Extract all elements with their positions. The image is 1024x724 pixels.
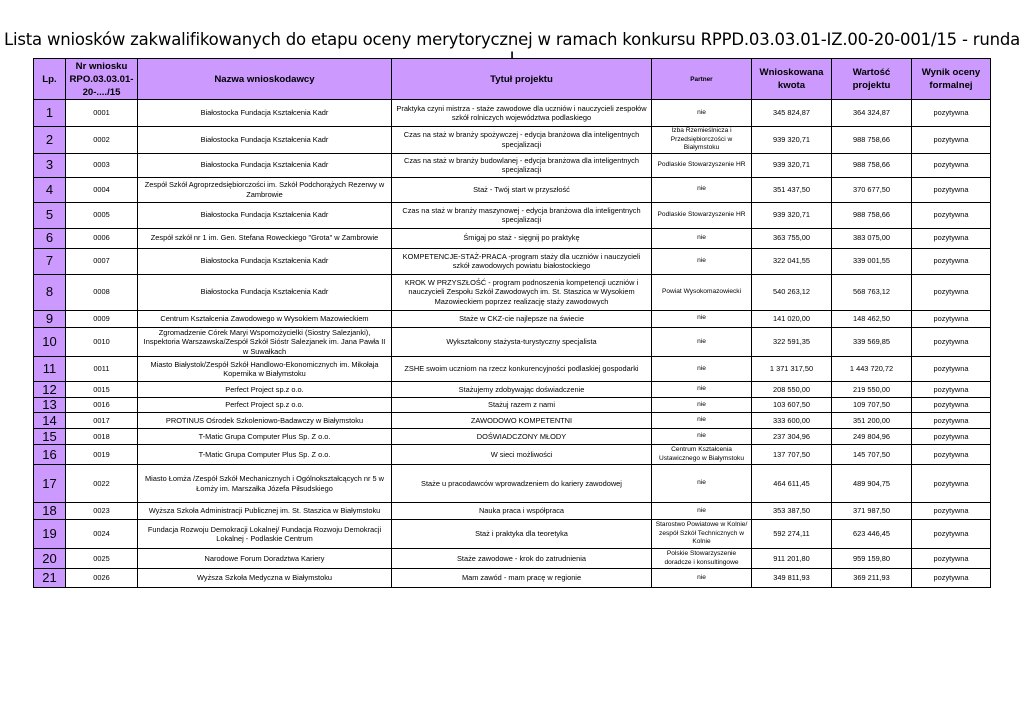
requested-amount-cell: 592 274,11 (752, 520, 832, 549)
row-number-cell: 18 (34, 503, 66, 520)
project-title-cell: Staże w CKZ-cie najlepsze na świecie (392, 310, 652, 327)
applicant-name-cell: Białostocka Fundacja Kształcenia Kadr (138, 274, 392, 310)
row-number-cell: 17 (34, 465, 66, 503)
evaluation-result-cell: pozytywna (912, 520, 991, 549)
project-title-cell: Staże u pracodawców wprowadzeniem do kariery zawodowej (392, 465, 652, 503)
table-row (34, 228, 991, 248)
application-number-cell: 0018 (66, 429, 138, 445)
partner-cell: Powiat Wysokomazowiecki (652, 274, 752, 310)
applicant-name-cell: PROTINUS Ośrodek Szkoleniowo-Badawczy w Białymstoku (138, 413, 392, 429)
header-kwota: Wnioskowana kwota (752, 59, 832, 100)
application-number-cell: 0003 (66, 153, 138, 177)
partner-cell: nie (652, 413, 752, 429)
header-nazwa: Nazwa wnioskodawcy (138, 59, 392, 100)
application-number-cell: 0023 (66, 503, 138, 520)
application-number-cell: 0017 (66, 413, 138, 429)
row-number-cell: 11 (34, 357, 66, 382)
project-title-cell: Nauka praca i współpraca (392, 503, 652, 520)
project-value-cell: 988 758,66 (832, 127, 912, 154)
row-number-cell: 7 (34, 248, 66, 274)
project-title-cell: ZAWODOWO KOMPETENTNI (392, 413, 652, 429)
project-title-cell: DOŚWIADCZONY MŁODY (392, 429, 652, 445)
project-value-cell: 568 763,12 (832, 274, 912, 310)
project-title-cell: Praktyka czyni mistrza - staże zawodowe dla uczniów i nauczycieli zespołów szkół rolniczych województwa podlaskiego (392, 100, 652, 127)
table-row (34, 274, 991, 310)
applications-table (33, 58, 991, 588)
application-number-cell: 0006 (66, 228, 138, 248)
application-number-cell: 0001 (66, 100, 138, 127)
evaluation-result-cell: pozytywna (912, 274, 991, 310)
applicant-name-cell: Narodowe Forum Doradztwa Kariery (138, 549, 392, 569)
partner-cell: nie (652, 327, 752, 357)
applicant-name-cell: Białostocka Fundacja Kształcenia Kadr (138, 100, 392, 127)
table-row (34, 413, 991, 429)
project-title-cell: Staże zawodowe - krok do zatrudnienia (392, 549, 652, 569)
requested-amount-cell: 1 371 317,50 (752, 357, 832, 382)
evaluation-result-cell: pozytywna (912, 398, 991, 413)
evaluation-result-cell: pozytywna (912, 127, 991, 154)
requested-amount-cell: 137 707,50 (752, 445, 832, 465)
partner-cell: nie (652, 248, 752, 274)
row-number-cell: 8 (34, 274, 66, 310)
project-value-cell: 351 200,00 (832, 413, 912, 429)
project-value-cell: 370 677,50 (832, 177, 912, 202)
project-value-cell: 145 707,50 (832, 445, 912, 465)
application-number-cell: 0026 (66, 569, 138, 588)
table-row (34, 382, 991, 398)
partner-cell: nie (652, 100, 752, 127)
requested-amount-cell: 141 020,00 (752, 310, 832, 327)
evaluation-result-cell: pozytywna (912, 100, 991, 127)
application-number-cell: 0022 (66, 465, 138, 503)
row-number-cell: 21 (34, 569, 66, 588)
evaluation-result-cell: pozytywna (912, 549, 991, 569)
project-value-cell: 1 443 720,72 (832, 357, 912, 382)
project-title-cell: W sieci możliwości (392, 445, 652, 465)
table-row (34, 465, 991, 503)
applicant-name-cell: Zespół szkół nr 1 im. Gen. Stefana Roweckiego "Grota" w Zambrowie (138, 228, 392, 248)
project-title-cell: Mam zawód - mam pracę w regionie (392, 569, 652, 588)
header-wartosc: Wartość projektu (832, 59, 912, 100)
row-number-cell: 19 (34, 520, 66, 549)
project-title-cell: Czas na staż w branży budowlanej - edycja branżowa dla inteligentnych specjalizacji (392, 153, 652, 177)
requested-amount-cell: 540 263,12 (752, 274, 832, 310)
table-row (34, 429, 991, 445)
table-row (34, 153, 991, 177)
row-number-cell: 14 (34, 413, 66, 429)
header-nr: Nr wniosku RPO.03.03.01-20-..../15 (66, 59, 138, 100)
requested-amount-cell: 322 591,35 (752, 327, 832, 357)
project-value-cell: 148 462,50 (832, 310, 912, 327)
requested-amount-cell: 103 607,50 (752, 398, 832, 413)
evaluation-result-cell: pozytywna (912, 310, 991, 327)
applicant-name-cell: T-Matic Grupa Computer Plus Sp. Z o.o. (138, 445, 392, 465)
evaluation-result-cell: pozytywna (912, 248, 991, 274)
requested-amount-cell: 351 437,50 (752, 177, 832, 202)
requested-amount-cell: 322 041,55 (752, 248, 832, 274)
evaluation-result-cell: pozytywna (912, 569, 991, 588)
evaluation-result-cell: pozytywna (912, 465, 991, 503)
partner-cell: Izba Rzemieślnicza i Przedsiębiorczości w Białymstoku (652, 127, 752, 154)
evaluation-result-cell: pozytywna (912, 445, 991, 465)
application-number-cell: 0016 (66, 398, 138, 413)
header-tytul: Tytuł projektu (392, 59, 652, 100)
applicant-name-cell: Perfect Project sp.z o.o. (138, 382, 392, 398)
evaluation-result-cell: pozytywna (912, 357, 991, 382)
header-partner: Partner (652, 59, 752, 100)
project-value-cell: 988 758,66 (832, 153, 912, 177)
requested-amount-cell: 349 811,93 (752, 569, 832, 588)
table-row (34, 569, 991, 588)
table-row (34, 177, 991, 202)
partner-cell: nie (652, 177, 752, 202)
evaluation-result-cell: pozytywna (912, 429, 991, 445)
partner-cell: Podlaskie Stowarzyszenie HR (652, 202, 752, 228)
partner-cell: nie (652, 429, 752, 445)
project-title-cell: Wykształcony stażysta-turystyczny specjalista (392, 327, 652, 357)
applicant-name-cell: Białostocka Fundacja Kształcenia Kadr (138, 153, 392, 177)
table-row (34, 100, 991, 127)
project-value-cell: 489 904,75 (832, 465, 912, 503)
requested-amount-cell: 237 304,96 (752, 429, 832, 445)
row-number-cell: 15 (34, 429, 66, 445)
application-number-cell: 0025 (66, 549, 138, 569)
header-lp: Lp. (34, 59, 66, 100)
project-value-cell: 364 324,87 (832, 100, 912, 127)
applicant-name-cell: Perfect Project sp.z o.o. (138, 398, 392, 413)
project-value-cell: 959 159,80 (832, 549, 912, 569)
row-number-cell: 1 (34, 100, 66, 127)
project-title-cell: KOMPETENCJE-STAŻ-PRACA -program staży dla uczniów i nauczycieli szkół zawodowych powiatu białostockiego (392, 248, 652, 274)
table-row (34, 357, 991, 382)
row-number-cell: 6 (34, 228, 66, 248)
row-number-cell: 12 (34, 382, 66, 398)
evaluation-result-cell: pozytywna (912, 382, 991, 398)
requested-amount-cell: 208 550,00 (752, 382, 832, 398)
application-number-cell: 0005 (66, 202, 138, 228)
partner-cell: Starostwo Powiatowe w Kolnie/ zespół Szkół Technicznych w Kolnie (652, 520, 752, 549)
partner-cell: nie (652, 503, 752, 520)
row-number-cell: 16 (34, 445, 66, 465)
project-value-cell: 339 001,55 (832, 248, 912, 274)
requested-amount-cell: 363 755,00 (752, 228, 832, 248)
project-title-cell: Czas na staż w branży spożywczej - edycja branżowa dla inteligentnych specjalizacji (392, 127, 652, 154)
row-number-cell: 9 (34, 310, 66, 327)
row-number-cell: 10 (34, 327, 66, 357)
table-row (34, 398, 991, 413)
partner-cell: nie (652, 465, 752, 503)
application-number-cell: 0004 (66, 177, 138, 202)
evaluation-result-cell: pozytywna (912, 503, 991, 520)
requested-amount-cell: 345 824,87 (752, 100, 832, 127)
row-number-cell: 5 (34, 202, 66, 228)
project-title-cell: Stażuj razem z nami (392, 398, 652, 413)
project-value-cell: 369 211,93 (832, 569, 912, 588)
applicant-name-cell: Miasto Białystok/Zespół Szkół Handlowo-Ekonomicznych im. Mikołaja Kopernika w Białymstoku (138, 357, 392, 382)
table-row (34, 127, 991, 154)
partner-cell: nie (652, 357, 752, 382)
table-row (34, 503, 991, 520)
partner-cell: nie (652, 382, 752, 398)
row-number-cell: 13 (34, 398, 66, 413)
project-title-cell: Staż - Twój start w przyszłość (392, 177, 652, 202)
evaluation-result-cell: pozytywna (912, 153, 991, 177)
project-title-cell: Staż i praktyka dla teoretyka (392, 520, 652, 549)
row-number-cell: 2 (34, 127, 66, 154)
header-row (34, 59, 991, 100)
evaluation-result-cell: pozytywna (912, 327, 991, 357)
table-row (34, 520, 991, 549)
table-row (34, 327, 991, 357)
project-value-cell: 371 987,50 (832, 503, 912, 520)
partner-cell: Centrum Kształcenia Ustawicznego w Białymstoku (652, 445, 752, 465)
application-number-cell: 0015 (66, 382, 138, 398)
partner-cell: nie (652, 398, 752, 413)
partner-cell: nie (652, 228, 752, 248)
applicant-name-cell: Białostocka Fundacja Kształcenia Kadr (138, 127, 392, 154)
applicant-name-cell: Fundacja Rozwoju Demokracji Lokalnej/ Fundacja Rozwoju Demokracji Lokalnej - Podlaskie Centrum (138, 520, 392, 549)
applicant-name-cell: Zespół Szkół Agroprzedsiębiorczości im. Szkół Podchorążych Rezerwy w Zambrowie (138, 177, 392, 202)
requested-amount-cell: 939 320,71 (752, 153, 832, 177)
row-number-cell: 20 (34, 549, 66, 569)
table-row (34, 310, 991, 327)
header-wynik: Wynik oceny formalnej (912, 59, 991, 100)
requested-amount-cell: 333 600,00 (752, 413, 832, 429)
application-number-cell: 0011 (66, 357, 138, 382)
applicant-name-cell: T-Matic Grupa Computer Plus Sp. Z o.o. (138, 429, 392, 445)
project-title-cell: Śmigaj po staż - sięgnij po praktykę (392, 228, 652, 248)
application-number-cell: 0002 (66, 127, 138, 154)
table-row (34, 445, 991, 465)
table-row (34, 202, 991, 228)
application-number-cell: 0009 (66, 310, 138, 327)
project-value-cell: 383 075,00 (832, 228, 912, 248)
project-value-cell: 109 707,50 (832, 398, 912, 413)
applicant-name-cell: Białostocka Fundacja Kształcenia Kadr (138, 248, 392, 274)
applicant-name-cell: Miasto Łomża /Zespół Szkół Mechanicznych i Ogólnokształcących nr 5 w Łomży im. Marszałka Józefa Piłsudskiego (138, 465, 392, 503)
applicant-name-cell: Wyższa Szkoła Administracji Publicznej im. St. Staszica w Białymstoku (138, 503, 392, 520)
project-title-cell: Stażujemy zdobywając doświadczenie (392, 382, 652, 398)
project-title-cell: KROK W PRZYSZŁOŚĆ - program podnoszenia kompetencji uczniów i nauczycieli Zespołu Szkół Zawodowych im. St. Staszica w Wysokiem Mazowieckiem poprzez realizację staży zawodowych (392, 274, 652, 310)
partner-cell: Podlaskie Stowarzyszenie HR (652, 153, 752, 177)
project-value-cell: 339 569,85 (832, 327, 912, 357)
evaluation-result-cell: pozytywna (912, 228, 991, 248)
table-body (34, 100, 991, 588)
row-number-cell: 4 (34, 177, 66, 202)
document-title: Lista wniosków zakwalifikowanych do etapu oceny merytorycznej w ramach konkursu RPPD.03.03.01-IZ.00-20-001/15 - runda (3, 30, 1021, 49)
applicant-name-cell: Wyższa Szkoła Medyczna w Białymstoku (138, 569, 392, 588)
requested-amount-cell: 939 320,71 (752, 202, 832, 228)
application-number-cell: 0007 (66, 248, 138, 274)
partner-cell: nie (652, 310, 752, 327)
applicant-name-cell: Białostocka Fundacja Kształcenia Kadr (138, 202, 392, 228)
evaluation-result-cell: pozytywna (912, 413, 991, 429)
project-value-cell: 988 758,66 (832, 202, 912, 228)
table-row (34, 248, 991, 274)
requested-amount-cell: 464 611,45 (752, 465, 832, 503)
project-value-cell: 249 804,96 (832, 429, 912, 445)
applicant-name-cell: Centrum Kształcenia Zawodowego w Wysokiem Mazowieckiem (138, 310, 392, 327)
partner-cell: Polskie Stowarzyszenie doradcze i konsultingowe (652, 549, 752, 569)
application-number-cell: 0024 (66, 520, 138, 549)
requested-amount-cell: 939 320,71 (752, 127, 832, 154)
partner-cell: nie (652, 569, 752, 588)
project-value-cell: 623 446,45 (832, 520, 912, 549)
applicant-name-cell: Zgromadzenie Córek Maryi Wspomożycielki (Siostry Salezjanki), Inspektoria Warszawska/Zespół Szkół Sióstr Salezjanek im. Jana Pawła II w Suwałkach (138, 327, 392, 357)
evaluation-result-cell: pozytywna (912, 202, 991, 228)
requested-amount-cell: 911 201,80 (752, 549, 832, 569)
table-row (34, 549, 991, 569)
project-value-cell: 219 550,00 (832, 382, 912, 398)
project-title-cell: ZSHE swoim uczniom na rzecz konkurencyjności podlaskiej gospodarki (392, 357, 652, 382)
row-number-cell: 3 (34, 153, 66, 177)
application-number-cell: 0019 (66, 445, 138, 465)
application-number-cell: 0008 (66, 274, 138, 310)
requested-amount-cell: 353 387,50 (752, 503, 832, 520)
application-number-cell: 0010 (66, 327, 138, 357)
project-title-cell: Czas na staż w branży maszynowej - edycja branżowa dla inteligentnych specjalizacji (392, 202, 652, 228)
evaluation-result-cell: pozytywna (912, 177, 991, 202)
